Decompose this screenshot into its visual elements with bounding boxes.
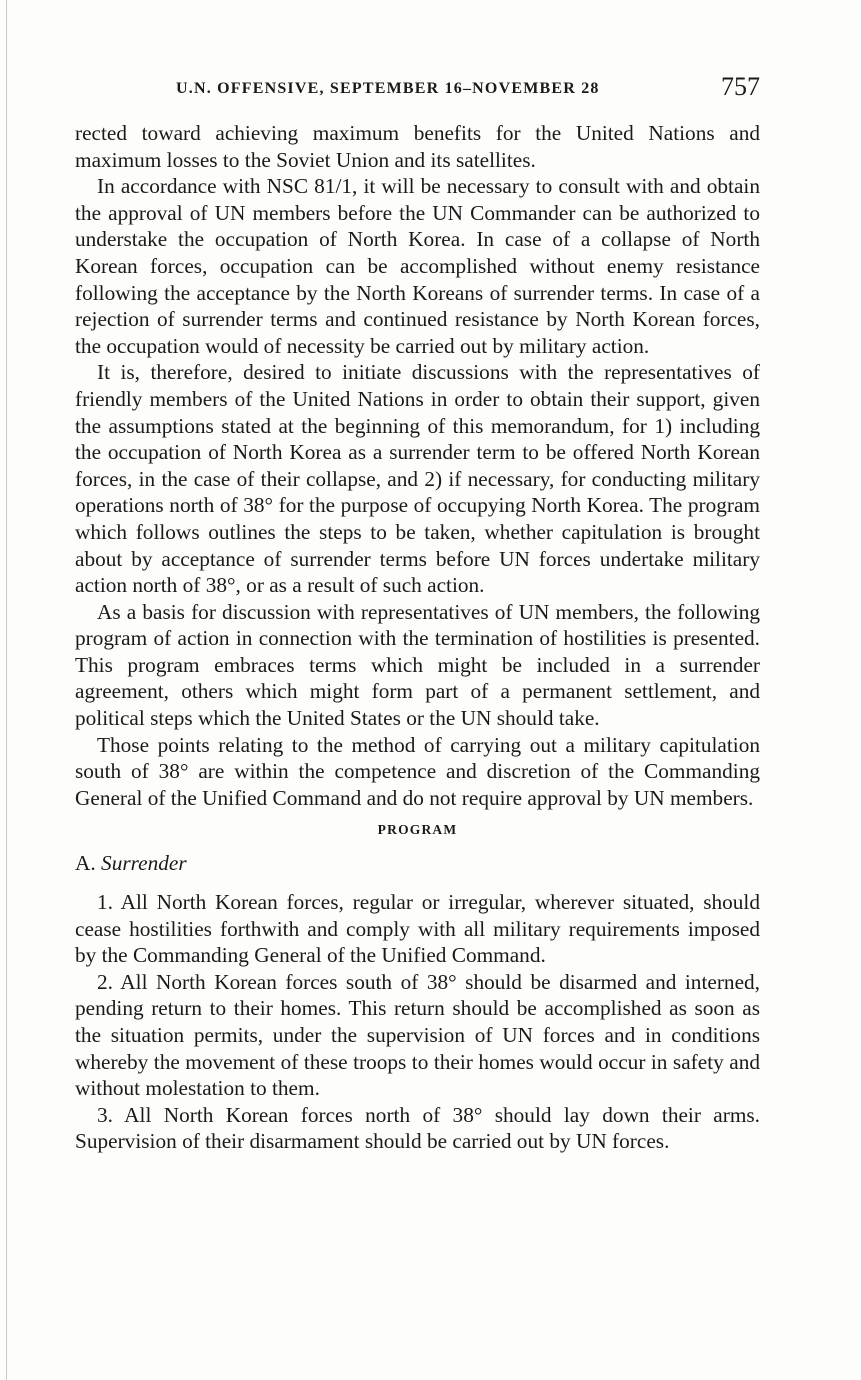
program-item: 3. All North Korean forces north of 38° should lay down their arms. Supervision of their disarmament should be carried out by UN forces. [75,1102,760,1154]
section-title: Surrender [101,851,187,876]
paragraph: Those points relating to the method of carrying out a military capitulation south of 38° are within the competence and discretion of the Commanding General of the Unified Command and do not require approval by UN members. [75,732,760,810]
section-heading [75,850,760,877]
page-number: 757 [721,72,760,101]
program-item: 1. All North Korean forces, regular or irregular, wherever situated, should cease hostilities forthwith and comply with all military requirements imposed by the Commanding General of the Unified Command. [75,890,760,968]
page-edge-line [6,0,7,1380]
body-text [75,120,760,1155]
running-head: U.N. OFFENSIVE, SEPTEMBER 16–NOVEMBER 28 [176,80,600,97]
program-item: 2. All North Korean forces south of 38° should be disarmed and interned, pending return to their homes. This return should be accomplished as soon as the situation permits, under the supervision of UN forces and in conditions whereby the movement of these troops to their homes would occur in safety and without molestation to them. [75,969,760,1101]
paragraph: In accordance with NSC 81/1, it will be necessary to consult with and obtain the approval of UN members before the UN Commander can be authorized to understake the occupation of North Korea. In case of a collapse of North Korean forces, occupation can be accomplished without enemy resistance following the acceptance by the North Koreans of surrender terms. In case of a rejection of surrender terms and continued resistance by North Korean forces, the occupation would of necessity be carried out by military action. [75,174,760,358]
paragraph: As a basis for discussion with representatives of UN members, the following program of action in connection with the termination of hostilities is presented. This program embraces terms which might be included in a surrender agreement, others which might form part of a permanent settlement, and political steps which the United States or the UN should take. [75,599,760,731]
paragraph: It is, therefore, desired to initiate discussions with the representatives of friendly members of the United Nations in order to obtain their support, given the assumptions stated at the beginning of this memorandum, for 1) including the occupation of North Korea as a surrender term to be offered North Korean forces, in the case of their collapse, and 2) if necessary, for conducting military operations north of 38° for the purpose of occupying North Korea. The program which follows outlines the steps to be taken, whether capitulation is brought about by acceptance of surrender terms before UN forces undertake military action north of 38°, or as a result of such action. [75,360,760,598]
page-header [176,72,760,106]
program-heading: PROGRAM [377,822,458,838]
section-letter: A. [75,851,96,876]
paragraph: rected toward achieving maximum benefits for the United Nations and maximum losses to the Soviet Union and its satellites. [75,121,760,172]
